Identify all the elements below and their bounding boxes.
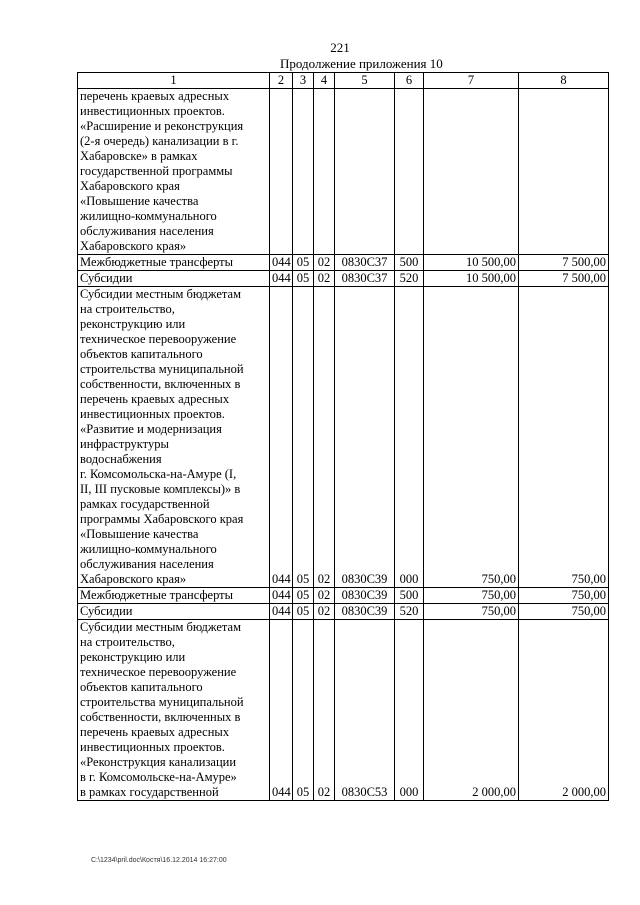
cell-subsection: 02 [314,271,335,287]
cell-target-item: 0830С37 [335,255,395,271]
cell-admin-code: 044 [270,588,293,604]
cell-expense-type: 520 [395,604,424,620]
cell-section [293,89,314,255]
row-name: Субсидии местным бюджетам на строительство, реконструкцию или техническое перевооружение объектов капитального строительства муниципальной собственности, включенных в перечень краевых адресных инвестиционных проектов. «Реконструкция канализации в г. Комсомольске-на-Амуре» в рамках государственной [78,620,270,801]
row-name: Субсидии [78,604,270,620]
page-number: 221 [330,40,350,55]
col-header: 1 [78,73,270,89]
cell-subsection: 02 [314,588,335,604]
appendix-subtitle: Продолжение приложения 10 [280,56,443,71]
cell-subsection: 02 [314,255,335,271]
cell-admin-code: 044 [270,620,293,801]
row-name: Межбюджетные трансферты [78,255,270,271]
cell-amount-2 [519,89,609,255]
cell-section: 05 [293,604,314,620]
cell-target-item: 0830С39 [335,588,395,604]
cell-amount-2: 2 000,00 [519,620,609,801]
col-header: 6 [395,73,424,89]
col-header: 7 [424,73,519,89]
table-row [78,89,609,255]
cell-expense-type [395,89,424,255]
cell-expense-type: 500 [395,255,424,271]
cell-amount-1: 10 500,00 [424,271,519,287]
cell-amount-1: 750,00 [424,588,519,604]
cell-subsection: 02 [314,604,335,620]
cell-target-item: 0830С39 [335,604,395,620]
cell-target-item: 0830С39 [335,287,395,588]
cell-amount-1 [424,89,519,255]
table-row [78,620,609,801]
col-header: 5 [335,73,395,89]
cell-admin-code: 044 [270,287,293,588]
cell-admin-code: 044 [270,255,293,271]
cell-amount-1: 10 500,00 [424,255,519,271]
cell-amount-2: 7 500,00 [519,271,609,287]
cell-admin-code [270,89,293,255]
cell-expense-type: 500 [395,588,424,604]
row-name: Межбюджетные трансферты [78,588,270,604]
cell-subsection: 02 [314,287,335,588]
cell-amount-2: 750,00 [519,588,609,604]
cell-expense-type: 000 [395,620,424,801]
table-row [78,604,609,620]
row-name: перечень краевых адресных инвестиционных проектов. «Расширение и реконструкция (2-я очередь) канализации в г. Хабаровске» в рамках государственной программы Хабаровского края «Повышение качества жилищно-коммунального обслуживания населения Хабаровского края» [78,89,270,255]
col-header: 3 [293,73,314,89]
cell-section: 05 [293,255,314,271]
cell-target-item [335,89,395,255]
row-name: Субсидии [78,271,270,287]
cell-amount-2: 750,00 [519,287,609,588]
cell-section: 05 [293,271,314,287]
cell-target-item: 0830С37 [335,271,395,287]
table-header-row [78,73,609,89]
table-row [78,287,609,588]
cell-section: 05 [293,588,314,604]
cell-expense-type: 520 [395,271,424,287]
cell-amount-2: 750,00 [519,604,609,620]
cell-subsection: 02 [314,620,335,801]
cell-section: 05 [293,620,314,801]
cell-expense-type: 000 [395,287,424,588]
cell-target-item: 0830С53 [335,620,395,801]
col-header: 4 [314,73,335,89]
cell-subsection [314,89,335,255]
row-name: Субсидии местным бюджетам на строительство, реконструкцию или техническое перевооружение объектов капитального строительства муниципальной собственности, включенных в перечень краевых адресных инвестиционных проектов. «Развитие и модернизация инфраструктуры водоснабжения г. Комсомольска-на-Амуре (I, II, III пусковые комплексы)» в рамках государственной программы Хабаровского края «Повышение качества жилищно-коммунального обслуживания населения Хабаровского края» [78,287,270,588]
table-row [78,588,609,604]
cell-admin-code: 044 [270,271,293,287]
cell-amount-2: 7 500,00 [519,255,609,271]
col-header: 2 [270,73,293,89]
cell-amount-1: 2 000,00 [424,620,519,801]
col-header: 8 [519,73,609,89]
cell-amount-1: 750,00 [424,604,519,620]
budget-table [77,72,609,801]
table-row [78,271,609,287]
table-row [78,255,609,271]
cell-admin-code: 044 [270,604,293,620]
cell-section: 05 [293,287,314,588]
document-path-footer: C:\1234\pril.doc\Костя\16.12.2014 16:27:00 [91,857,227,864]
cell-amount-1: 750,00 [424,287,519,588]
